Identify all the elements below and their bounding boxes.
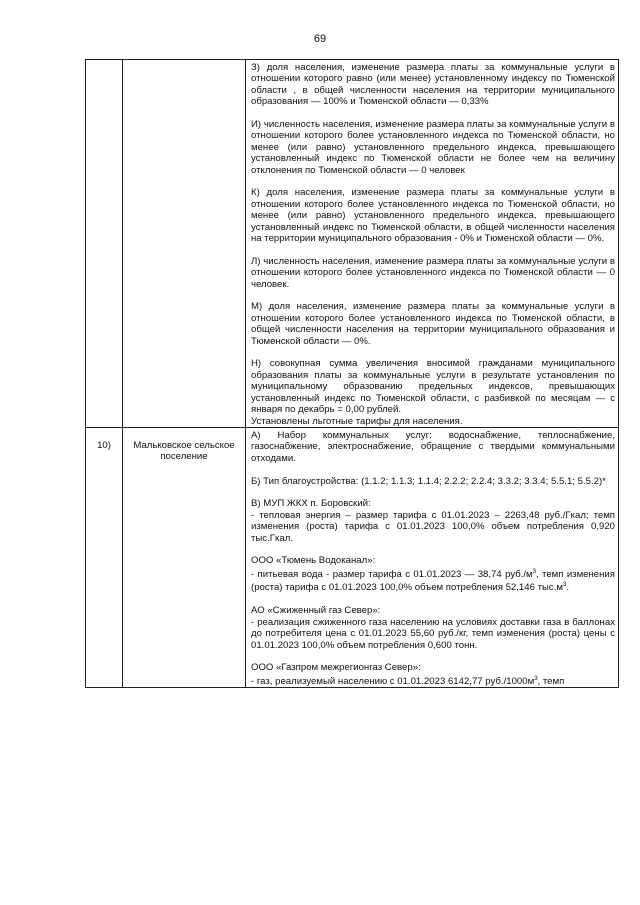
supplier-heat-tariff: - тепловая энергия – размер тарифа с 01.01.2023 – 2263,48 руб./Гкал; темп изменения (роста) тарифа с 01.01.2023 100,0% объем потребления 0,920 тыс.Гкал. [251,509,615,544]
supplier-gas-tariff-a: - газ, реализуемый населению с 01.01.2023 6142,77 руб./1000м [251,675,535,687]
row-number-cell: 10) [86,427,123,687]
cubic-superscript: 3 [532,568,536,575]
cubic-superscript: 3 [534,675,538,682]
table-row [86,427,619,687]
row-number-cell [86,60,123,428]
supplier-lpg-title: АО «Сжиженный газ Север»: [251,605,381,617]
supplier-water-tariff-b: , темп изменения (роста) тарифа с 01.01.2023 100,0% объем потребления 52,146 тыс.м [251,568,615,594]
item-n: Н) совокупная сумма увеличения вносимой гражданами муниципального образования платы за коммунальные услуги в результате установления по муниципальному образованию предельных индексов, превышающих установленный индекс по Тюменской области, с разбивкой по месяцам — с января по декабрь = 0,00 рублей. [251,358,615,416]
table-row [86,60,619,428]
cubic-superscript: 3 [562,582,567,589]
item-m: М) доля населения, изменение размера платы за коммунальные услуги в отношении которого более установленного индекса по Тюменской области, в общей численности населения на территории муниципального образования и Тюменской области — 0%. [251,301,615,347]
supplier-water-end: . [566,582,569,594]
supplier-water-tariff-a: - питьевая вода - размер тарифа с 01.01.2023 — 38,74 руб./м [251,568,533,580]
item-z: З) доля населения, изменение размера платы за коммунальные услуги в отношении которого равно (или менее) установленному индексу по Тюменской области , в общей численности населения на территории муниципального образования — 100% и Тюменской области — 0,33% [251,62,615,108]
item-i: И) численность населения, изменение размера платы за коммунальные услуги в отношении которого более установленного индекса по Тюменской области, но менее (или равно) установленного предельного индекса, превышающего установленный индекс по Тюменской области не более чем на величину отклонения по Тюменской области — 0 человек [251,119,615,176]
supplier-gas-tariff-b: , темп [537,675,565,687]
supplier-water [251,555,615,594]
supplier-water-title: ООО «Тюмень Водоканал»: [251,555,376,567]
supplier-lpg-tariff: - реализация сжиженного газа населению на условиях доставки газа в баллонах до потребителя цена с 01.01.2023 55,60 руб./кг, темп изменения (роста) цены с 01.01.2023 100,0% объем потребления 0,600 тонн. [251,616,615,651]
municipality-cell: Мальковское сельское поселение [123,427,246,687]
supplier-gas-title: ООО «Газпром межрегионгаз Север»: [251,662,421,674]
item-b-amenities: Б) Тип благоустройства: (1.1.2; 1.1.3; 1.1.4; 2.2.2; 2.2.4; 3.3.2; 3.3.4; 5.5.1; 5.5.2)* [251,475,606,487]
description-cell [246,427,619,687]
supplier-lpg [251,605,615,651]
supplier-heat [251,498,615,544]
document-table [85,59,619,688]
municipality-cell [123,60,246,428]
supplier-gas [251,662,615,687]
item-a-services: А) Набор коммунальных услуг: водоснабжение, теплоснабжение, газоснабжение, электроснабжение, обращение с твердыми коммунальными отходами. [251,429,615,464]
page-number: 69 [313,33,327,45]
item-l: Л) численность населения, изменение размера платы за коммунальные услуги в отношении которого более установленного индекса по Тюменской области — 0 человек. [251,255,615,290]
supplier-heat-title: В) МУП ЖКХ п. Боровский: [251,498,371,510]
benefit-tariffs-note: Установлены льготные тарифы для населения. [251,415,463,427]
description-cell [246,60,619,428]
item-k: К) доля населения, изменение размера платы за коммунальные услуги в отношении которого более установленного индекса по Тюменской области, но менее (или равно) установленного предельного индекса, превышающего установленный индекс по Тюменской области, в общей численности населения на территории муниципального образования - 0% и Тюменской области — 0%. [251,187,615,245]
